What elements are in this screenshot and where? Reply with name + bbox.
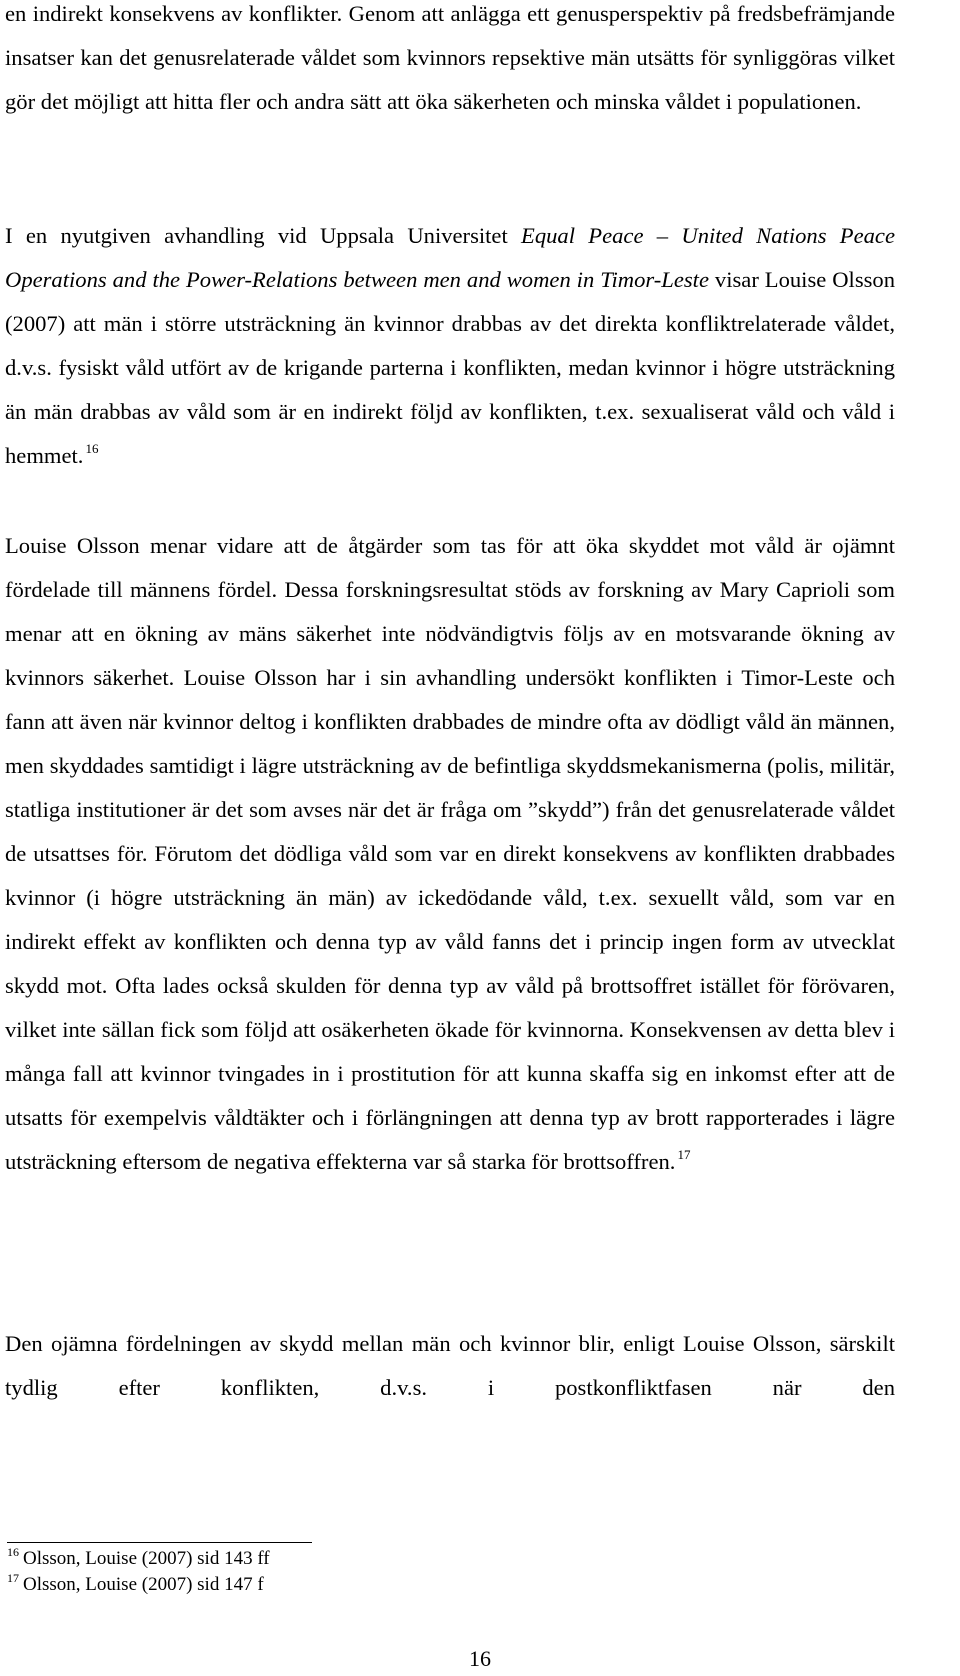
paragraph-text: en indirekt konsekvens av konflikter. Genom att anlägga ett genusperspektiv på fredsbefrämjande insatser kan det genusrelaterade våldet som kvinnors repsektive män utsätts för synliggöras vilket gör det möjligt att hitta fler och andra sätt att öka säkerheten och minska våldet i populationen. [5, 1, 895, 114]
dissertation-title: Equal Peace – United Nations Peace Operations and the Power-Relations between men and women in Timor-Leste [5, 223, 895, 292]
footnote-text: Olsson, Louise (2007) sid 147 f [23, 1574, 264, 1595]
paragraph [5, 214, 895, 478]
footnote [7, 1573, 264, 1597]
paragraph [5, 524, 895, 1184]
footnote-number: 17 [7, 1571, 19, 1585]
footnote-number: 16 [7, 1545, 19, 1559]
paragraph-text: I en nyutgiven avhandling vid Uppsala Universitet [5, 223, 522, 248]
footnote [7, 1547, 270, 1571]
paragraph-text: visar Louise Olsson (2007) att män i större utsträckning än kvinnor drabbas av det direkta konfliktrelaterade våldet, d.v.s. fysiskt våld utfört av de krigande parterna i konflikten, medan kvinnor i högre utsträckning än män drabbas av våld som är en indirekt följd av konflikten, t.ex. sexualiserat våld och våld i hemmet. [5, 267, 896, 468]
paragraph-text: Den ojämna fördelningen av skydd mellan män och kvinnor blir, enligt Louise Olsson, särskilt tydlig efter konflikten, d.v.s. i postkonfliktfasen när den [5, 1331, 895, 1400]
paragraph-text: Louise Olsson menar vidare att de åtgärder som tas för att öka skyddet mot våld är ojämnt fördelade till männens fördel. Dessa forskningsresultat stöds av forskning av Mary Caprioli som menar att en ökning av mäns säkerhet inte nödvändigtvis följs av en motsvarande ökning av kvinnors säkerhet. Louise Olsson har i sin avhandling undersökt konflikten i Timor-Leste och fann att även när kvinnor deltog i konflikten drabbades de mindre ofta av dödligt våld än männen, men skyddades samtidigt i lägre utsträckning av de befintliga skyddsmekanismerna (polis, militär, statliga institutioner är det som avses när det är fråga om ”skydd”) från det genusrelaterade våldet de utsattses för. Förutom det dödliga våld som var en direkt konsekvens av konflikten drabbades kvinnor (i högre utsträckning än män) av ickedödande våld, t.ex. sexuellt våld, som var en indirekt effekt av konflikten och denna typ av våld fanns det i princip ingen form av utvecklat skydd mot. Ofta lades också skulden för denna typ av våld på brottsoffret istället för förövaren, vilket inte sällan fick som följd att osäkerheten ökade för kvinnorna. Konsekvensen av detta blev i många fall att kvinnor tvingades in i prostitution för att kunna skaffa sig en inkomst efter att de utsatts för exempelvis våldtäkter och i förlängningen att denna typ av brott rapporterades i lägre utsträckning eftersom de negativa effekterna var så starka för brottsoffren. [5, 533, 895, 1174]
paragraph [5, 1322, 895, 1410]
footnote-reference[interactable]: 17 [677, 1147, 691, 1162]
footnote-reference[interactable]: 16 [85, 441, 99, 456]
paragraph [5, 0, 895, 124]
page-number: 16 [469, 1646, 491, 1671]
footnote-text: Olsson, Louise (2007) sid 143 ff [23, 1548, 270, 1569]
footnote-separator [7, 1542, 312, 1543]
